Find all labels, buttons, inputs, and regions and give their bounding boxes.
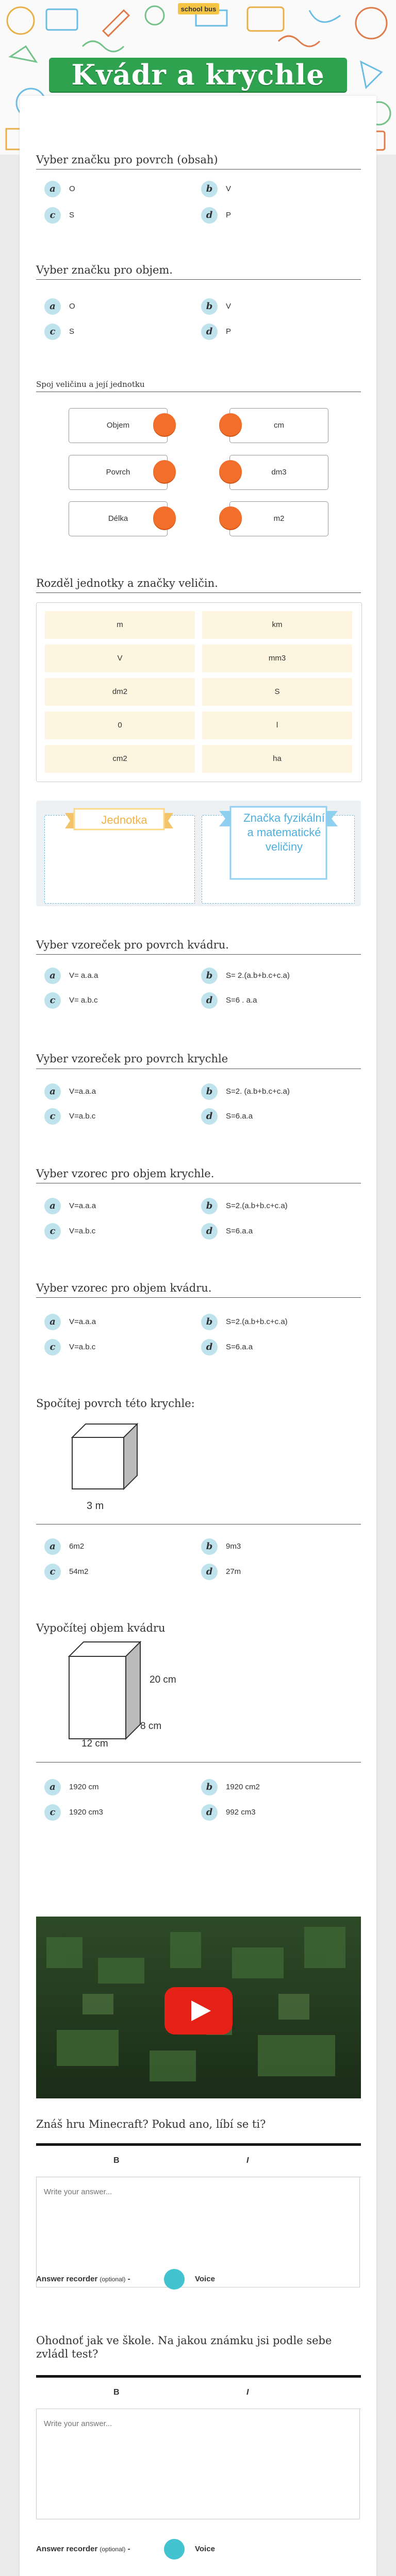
option-d[interactable] <box>201 1336 356 1359</box>
option-text: 1920 cm2 <box>226 1783 260 1791</box>
option-letter-bubble: c <box>44 1804 61 1821</box>
doodle-bus-text: bus <box>204 5 217 13</box>
question-6-text: Vyber vzoreček pro povrch krychle <box>36 1053 228 1065</box>
option-letter-bubble: a <box>44 181 61 197</box>
option-letter-bubble: b <box>201 1779 218 1795</box>
editor-toolbar <box>36 2146 361 2177</box>
match-left-item[interactable]: Délka <box>69 501 168 536</box>
option-text: V=a.b.c <box>69 1112 96 1121</box>
sort-tile[interactable]: km <box>202 611 352 639</box>
match-right-item[interactable]: m2 <box>229 501 328 536</box>
option-d[interactable] <box>201 1220 356 1243</box>
question-1-rule <box>36 169 361 170</box>
option-text: 1920 cm3 <box>69 1808 103 1817</box>
option-text: S=2.(a.b+b.c+c.a) <box>226 1317 288 1326</box>
video-player[interactable] <box>36 1917 361 2098</box>
match-question-text: Spoj veličinu a její jednotku <box>36 380 145 389</box>
option-d[interactable] <box>201 989 356 1012</box>
match-connector-dot[interactable] <box>219 460 242 483</box>
option-letter-bubble: d <box>201 992 218 1009</box>
match-connector-dot[interactable] <box>153 413 176 436</box>
question-10-text: Vypočítej objem kvádru <box>36 1622 166 1634</box>
option-text: P <box>226 211 232 219</box>
option-text: S=2.(a.b+b.c+c.a) <box>226 1201 288 1210</box>
match-connector-dot[interactable] <box>153 506 176 529</box>
option-b[interactable] <box>201 178 356 200</box>
option-b[interactable] <box>201 1535 356 1558</box>
question-8-text: Vyber vzorec pro objem kvádru. <box>36 1282 212 1294</box>
option-c[interactable] <box>44 1561 199 1583</box>
option-text: 1920 cm <box>69 1783 99 1791</box>
answer-editor-2 <box>36 2375 361 2522</box>
option-text: S=6.a.a <box>226 1343 253 1351</box>
option-letter-bubble: d <box>201 207 218 224</box>
question-7-text: Vyber vzorec pro objem krychle. <box>36 1167 214 1180</box>
option-text: S <box>69 211 75 219</box>
match-right-item[interactable]: dm3 <box>229 455 328 490</box>
sort-tile-pool <box>36 602 362 782</box>
option-c[interactable] <box>44 320 199 343</box>
option-a[interactable] <box>44 964 199 987</box>
option-d[interactable] <box>201 1105 356 1128</box>
match-connector-dot[interactable] <box>219 506 242 529</box>
microphone-icon[interactable] <box>164 2269 185 2290</box>
option-text: S=6 . a.a <box>226 996 257 1005</box>
recorder-label: Answer recorder (optional) - <box>36 2545 130 2553</box>
option-a[interactable] <box>44 1195 199 1217</box>
sort-question-text: Rozděl jednotky a značky veličin. <box>36 577 218 589</box>
option-text: V=a.a.a <box>69 1317 96 1326</box>
option-letter-bubble: c <box>44 1223 61 1240</box>
question-2-text: Vyber značku pro objem. <box>36 264 173 276</box>
option-b[interactable] <box>201 1311 356 1333</box>
option-letter-bubble: c <box>44 1108 61 1125</box>
option-d[interactable] <box>201 1561 356 1583</box>
category-1-label: Jednotka <box>101 814 147 826</box>
svg-text:school bus <box>181 5 217 13</box>
option-letter-bubble: d <box>201 1564 218 1580</box>
sort-tile[interactable]: l <box>202 711 352 739</box>
answer-recorder-2 <box>36 2539 294 2560</box>
open-question-1-text: Znáš hru Minecraft? Pokud ano, líbí se ti? <box>36 2118 266 2130</box>
option-a[interactable] <box>44 295 199 318</box>
option-letter-bubble: a <box>44 298 61 315</box>
bold-button[interactable]: B <box>113 2156 120 2165</box>
option-letter-bubble: b <box>201 298 218 315</box>
cube-figure <box>66 1422 148 1499</box>
sort-rule <box>36 592 361 593</box>
option-text: 54m2 <box>69 1567 89 1576</box>
cuboid-width-label: 12 cm <box>81 1738 108 1749</box>
play-button-icon[interactable] <box>164 1987 233 2035</box>
option-text: S= 2.(a.b+b.c+c.a) <box>226 971 290 980</box>
sort-tile[interactable]: V <box>45 645 195 672</box>
option-text: S=2. (a.b+b.c+c.a) <box>226 1087 290 1096</box>
sort-tile[interactable]: m <box>45 611 195 639</box>
recorder-label: Answer recorder (optional) - <box>36 2275 130 2283</box>
question-5-rule <box>36 954 361 955</box>
option-a[interactable] <box>44 1080 199 1103</box>
option-text: V <box>226 184 232 193</box>
option-letter-bubble: d <box>201 1339 218 1355</box>
match-left-item[interactable]: Povrch <box>69 455 168 490</box>
option-b[interactable] <box>201 1195 356 1217</box>
option-letter-bubble: c <box>44 207 61 224</box>
sort-tile[interactable]: 0 <box>45 711 195 739</box>
option-a[interactable] <box>44 1776 199 1799</box>
option-letter-bubble: d <box>201 1108 218 1125</box>
option-letter-bubble: d <box>201 1804 218 1821</box>
sort-tile[interactable]: S <box>202 678 352 706</box>
doodle-school-text: school <box>180 5 203 13</box>
answer-editor-1 <box>36 2143 361 2290</box>
cuboid-depth-label: 8 cm <box>140 1721 162 1732</box>
option-text: P <box>226 327 232 336</box>
option-d[interactable] <box>201 1801 356 1824</box>
option-letter-bubble: a <box>44 1083 61 1100</box>
editor-toolbar <box>36 2378 361 2409</box>
cube-dimension-label: 3 m <box>87 1500 104 1512</box>
category-2-label: Značka fyzikální a matematické veličiny <box>243 811 325 853</box>
option-text: S=6.a.a <box>226 1227 253 1235</box>
option-text: V= a.b.c <box>69 996 98 1005</box>
option-letter-bubble: b <box>201 1083 218 1100</box>
voice-label: Voice <box>195 2545 215 2553</box>
option-letter-bubble: a <box>44 968 61 984</box>
option-b[interactable] <box>201 1080 356 1103</box>
question-2-rule <box>36 279 361 280</box>
question-9-text: Spočítej povrch této krychle: <box>36 1397 195 1410</box>
option-c[interactable] <box>44 1220 199 1243</box>
italic-button[interactable]: I <box>246 2156 249 2165</box>
option-letter-bubble: b <box>201 968 218 984</box>
option-c[interactable] <box>44 1336 199 1359</box>
answer-textarea[interactable] <box>36 2409 360 2519</box>
option-text: 27m <box>226 1567 241 1576</box>
option-text: S <box>69 327 75 336</box>
option-text: V= a.a.a <box>69 971 98 980</box>
cuboid-figure <box>66 1641 148 1744</box>
option-letter-bubble: c <box>44 1564 61 1580</box>
option-letter-bubble: a <box>44 1779 61 1795</box>
option-b[interactable] <box>201 964 356 987</box>
match-connector-dot[interactable] <box>219 413 242 436</box>
option-text: V <box>226 302 232 311</box>
option-text: O <box>69 302 75 311</box>
option-d[interactable] <box>201 204 356 227</box>
bold-button[interactable]: B <box>113 2388 120 2397</box>
match-right-item[interactable]: cm <box>229 408 328 443</box>
option-letter-bubble: b <box>201 1198 218 1214</box>
option-a[interactable] <box>44 1535 199 1558</box>
option-letter-bubble: c <box>44 324 61 340</box>
match-left-item[interactable]: Objem <box>69 408 168 443</box>
option-text: 992 cm3 <box>226 1808 256 1817</box>
option-letter-bubble: c <box>44 992 61 1009</box>
option-c[interactable] <box>44 1801 199 1824</box>
option-c[interactable] <box>44 1105 199 1128</box>
option-c[interactable] <box>44 204 199 227</box>
option-text: V=a.b.c <box>69 1227 96 1235</box>
italic-button[interactable]: I <box>246 2388 249 2397</box>
sort-tile[interactable]: mm3 <box>202 645 352 672</box>
option-letter-bubble: d <box>201 1223 218 1240</box>
sort-tile[interactable]: ha <box>202 745 352 773</box>
question-5-text: Vyber vzoreček pro povrch kvádru. <box>36 939 229 951</box>
option-letter-bubble: a <box>44 1314 61 1330</box>
option-b[interactable] <box>201 1776 356 1799</box>
sort-tile[interactable]: cm2 <box>45 745 195 773</box>
option-b[interactable] <box>201 295 356 318</box>
question-8-rule <box>36 1297 361 1298</box>
option-letter-bubble: b <box>201 1538 218 1555</box>
option-text: V=a.a.a <box>69 1087 96 1096</box>
microphone-icon[interactable] <box>164 2539 185 2560</box>
option-letter-bubble: c <box>44 1339 61 1355</box>
option-d[interactable] <box>201 320 356 343</box>
option-c[interactable] <box>44 989 199 1012</box>
option-text: S=6.a.a <box>226 1112 253 1121</box>
option-a[interactable] <box>44 178 199 200</box>
option-text: V=a.a.a <box>69 1201 96 1210</box>
option-text: 6m2 <box>69 1542 85 1551</box>
option-text: O <box>69 184 75 193</box>
option-letter-bubble: a <box>44 1538 61 1555</box>
cuboid-height-label: 20 cm <box>150 1674 176 1685</box>
match-connector-dot[interactable] <box>153 460 176 483</box>
question-1-text: Vyber značku pro povrch (obsah) <box>36 154 218 166</box>
option-a[interactable] <box>44 1311 199 1333</box>
option-text: 9m3 <box>226 1542 241 1551</box>
option-letter-bubble: d <box>201 324 218 340</box>
option-letter-bubble: b <box>201 181 218 197</box>
sort-tile[interactable]: dm2 <box>45 678 195 706</box>
answer-recorder-1 <box>36 2269 294 2290</box>
voice-label: Voice <box>195 2275 215 2283</box>
option-text: V=a.b.c <box>69 1343 96 1351</box>
sort-category-area <box>36 801 361 906</box>
option-letter-bubble: b <box>201 1314 218 1330</box>
page-title: Kvádr a krychle <box>71 58 325 91</box>
option-letter-bubble: a <box>44 1198 61 1214</box>
open-question-2-text: Ohodnoť jak ve škole. Na jakou známku jsi podle sebe zvládl test? <box>36 2334 332 2360</box>
